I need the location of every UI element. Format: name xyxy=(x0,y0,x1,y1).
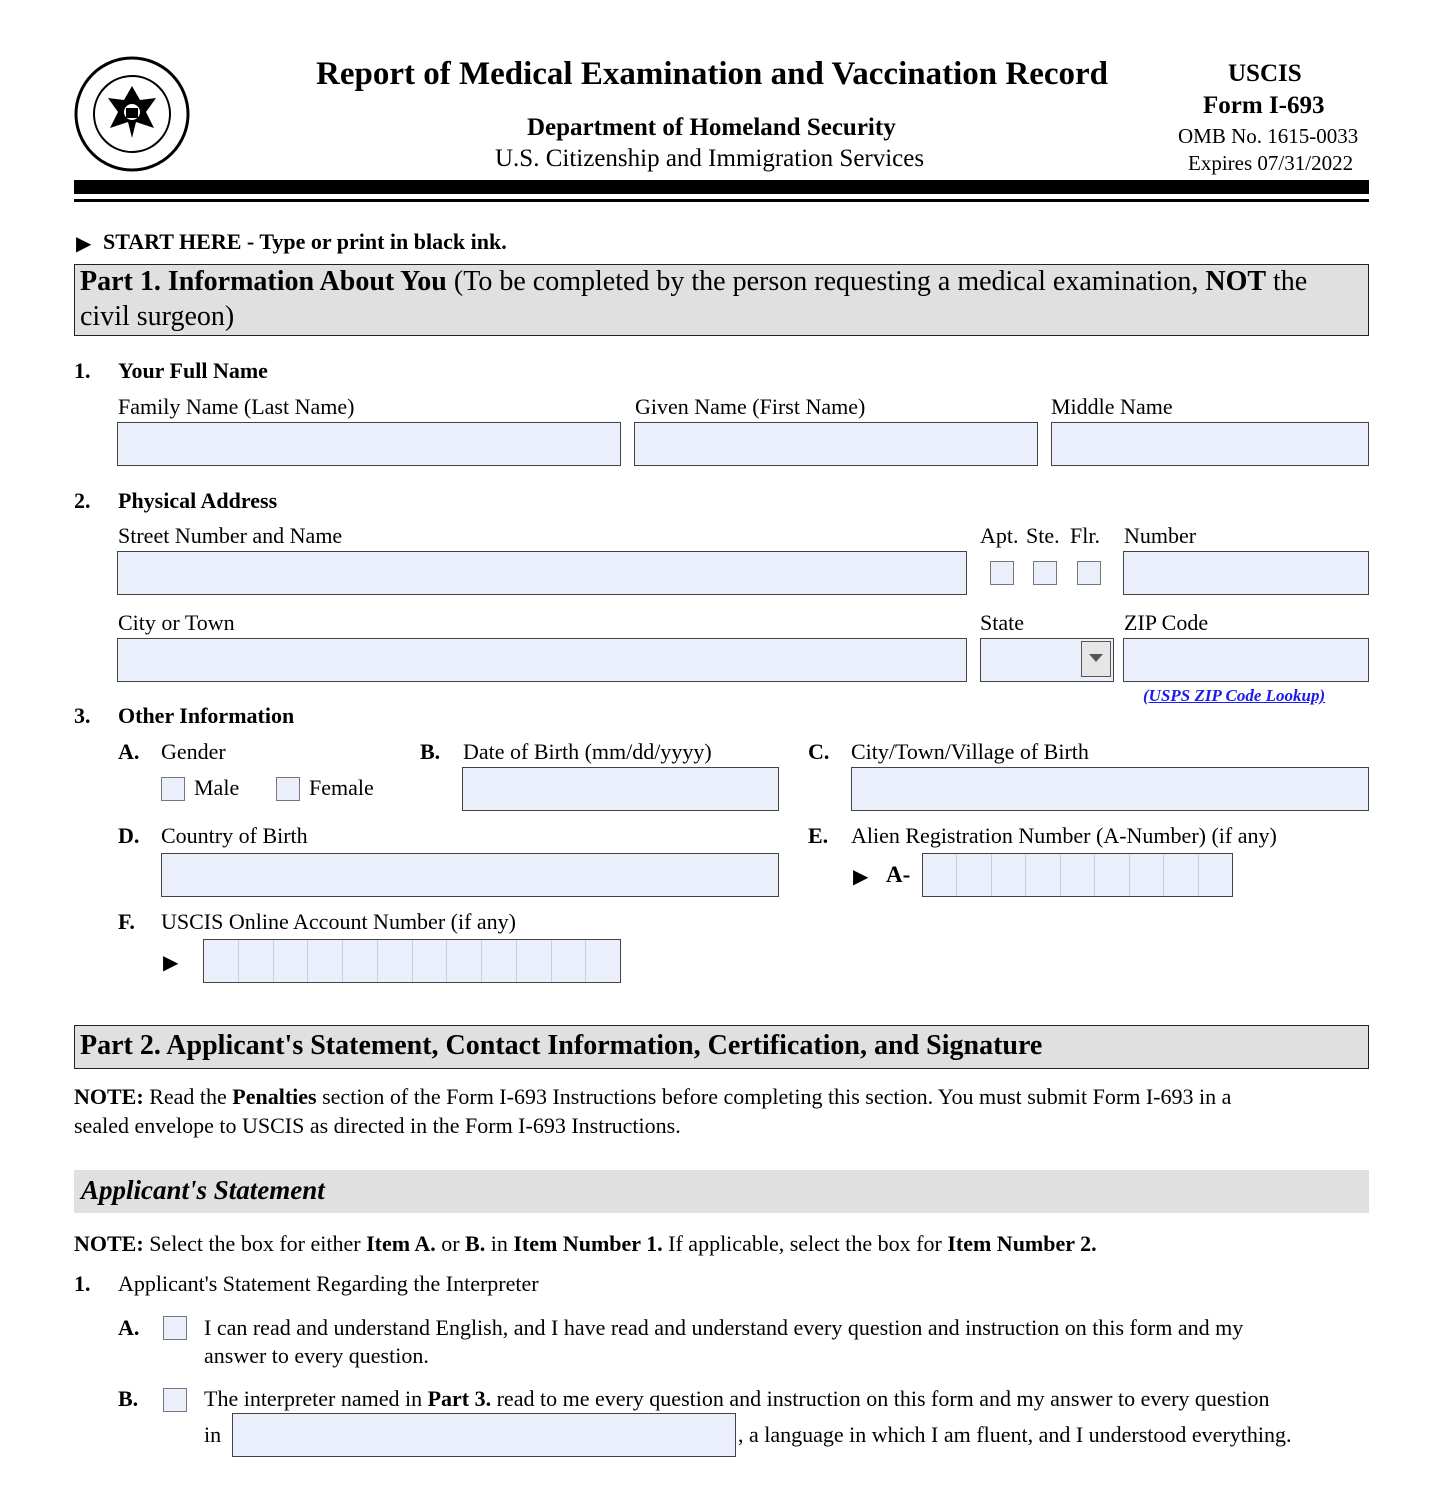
city-field[interactable] xyxy=(117,638,967,682)
uscis-account-field[interactable] xyxy=(203,939,621,983)
number-label: Number xyxy=(1124,523,1197,548)
female-label: Female xyxy=(309,775,374,800)
dropdown-button[interactable] xyxy=(1081,641,1111,677)
number-field[interactable] xyxy=(1123,551,1369,595)
country-birth-letter: D. xyxy=(118,823,140,848)
city-birth-label: City/Town/Village of Birth xyxy=(851,739,1089,764)
header-thick-rule xyxy=(74,180,1369,194)
department-name: Department of Homeland Security xyxy=(527,114,896,141)
q2-number: 2. xyxy=(74,488,91,513)
state-select[interactable] xyxy=(980,638,1114,682)
option-a-text-line2: answer to every question. xyxy=(204,1343,429,1368)
option-b-in-label: in xyxy=(204,1422,222,1447)
header-thin-rule xyxy=(74,199,1369,202)
statement-note: NOTE: Select the box for either Item A. or B. in Item Number 1. If applicable, select the box for Item Number 2. xyxy=(74,1231,1097,1256)
form-id: Form I-693 xyxy=(1203,92,1325,119)
anumber-letter: E. xyxy=(808,823,829,848)
expiration-date: Expires 07/31/2022 xyxy=(1188,151,1354,175)
gender-letter: A. xyxy=(118,739,140,764)
statement-q1-label: Applicant's Statement Regarding the Interpreter xyxy=(118,1271,539,1296)
middle-name-field[interactable] xyxy=(1051,422,1369,466)
female-checkbox[interactable] xyxy=(276,777,300,801)
anumber-field[interactable] xyxy=(922,853,1233,897)
start-here-text: START HERE - Type or print in black ink. xyxy=(103,229,507,254)
statement-q1-number: 1. xyxy=(74,1271,91,1296)
option-b-checkbox[interactable] xyxy=(163,1388,187,1412)
country-birth-field[interactable] xyxy=(161,853,779,897)
flr-checkbox[interactable] xyxy=(1077,561,1101,585)
given-name-field[interactable] xyxy=(634,422,1038,466)
gender-label: Gender xyxy=(161,739,226,764)
dob-field[interactable] xyxy=(462,767,779,811)
part2-title: Part 2. Applicant's Statement, Contact Information, Certification, and Signature xyxy=(80,1030,1043,1061)
family-name-label: Family Name (Last Name) xyxy=(118,394,355,419)
given-name-label: Given Name (First Name) xyxy=(635,394,866,419)
anumber-prefix: A- xyxy=(886,862,911,887)
option-b-text-line1: The interpreter named in Part 3. read to me every question and instruction on this form and my answer to every question xyxy=(204,1386,1270,1411)
family-name-field[interactable] xyxy=(117,422,621,466)
option-a-letter: A. xyxy=(118,1315,140,1340)
dob-letter: B. xyxy=(420,739,441,764)
option-a-checkbox[interactable] xyxy=(163,1316,187,1340)
uscis-account-arrow-icon: ▶ xyxy=(163,952,179,974)
city-birth-letter: C. xyxy=(808,739,830,764)
part1-header xyxy=(74,264,1369,336)
part1-subtitle-a: (To be completed by the person requesting a medical examination, xyxy=(446,266,1206,297)
zip-field[interactable] xyxy=(1123,638,1369,682)
city-birth-field[interactable] xyxy=(851,767,1369,811)
q1-number: 1. xyxy=(74,358,91,383)
q2-label: Physical Address xyxy=(118,488,278,513)
apt-label: Apt. xyxy=(980,523,1019,548)
ste-checkbox[interactable] xyxy=(1033,561,1057,585)
uscis-account-label: USCIS Online Account Number (if any) xyxy=(161,909,516,934)
state-label: State xyxy=(980,610,1024,635)
agency-name: U.S. Citizenship and Immigration Services xyxy=(495,145,925,172)
part1-subtitle-b: the xyxy=(1266,266,1308,297)
part2-note-line2: sealed envelope to USCIS as directed in the Form I-693 Instructions. xyxy=(74,1113,681,1138)
flr-label: Flr. xyxy=(1070,523,1100,548)
ste-label: Ste. xyxy=(1026,523,1060,548)
male-checkbox[interactable] xyxy=(161,777,185,801)
part1-subtitle-c: civil surgeon) xyxy=(80,301,235,332)
option-b-text-tail: , a language in which I am fluent, and I understood everything. xyxy=(738,1422,1292,1447)
chevron-down-icon xyxy=(1089,654,1103,662)
anumber-label: Alien Registration Number (A-Number) (if any) xyxy=(851,823,1277,848)
language-field[interactable] xyxy=(232,1413,736,1457)
anumber-arrow-icon: ▶ xyxy=(853,866,869,888)
uscis-label: USCIS xyxy=(1228,60,1302,87)
part2-header xyxy=(74,1025,1369,1069)
dhs-seal xyxy=(74,56,190,172)
dob-label: Date of Birth (mm/dd/yyyy) xyxy=(463,739,712,764)
q3-number: 3. xyxy=(74,703,91,728)
form-title: Report of Medical Examination and Vaccination Record xyxy=(316,56,1108,92)
part1-title: Part 1. Information About You xyxy=(80,266,447,297)
city-label: City or Town xyxy=(118,610,235,635)
apt-checkbox[interactable] xyxy=(990,561,1014,585)
part2-note: NOTE: Read the Penalties section of the Form I-693 Instructions before completing this section. You must submit Form I-693 in a xyxy=(74,1084,1232,1109)
q1-label: Your Full Name xyxy=(118,358,268,383)
part1-not: NOT xyxy=(1205,266,1267,297)
option-b-letter: B. xyxy=(118,1386,139,1411)
option-a-text-line1: I can read and understand English, and I have read and understand every question and instruction on this form and my xyxy=(204,1315,1244,1340)
usps-zip-link[interactable]: (USPS ZIP Code Lookup) xyxy=(1143,686,1326,705)
country-birth-label: Country of Birth xyxy=(161,823,308,848)
uscis-account-letter: F. xyxy=(118,909,135,934)
applicants-statement-header: Applicant's Statement xyxy=(74,1170,1369,1213)
street-label: Street Number and Name xyxy=(118,523,343,548)
middle-name-label: Middle Name xyxy=(1051,394,1173,419)
q3-label: Other Information xyxy=(118,703,295,728)
zip-label: ZIP Code xyxy=(1124,610,1209,635)
omb-number: OMB No. 1615-0033 xyxy=(1178,124,1359,148)
start-here-arrow: ▶ xyxy=(76,233,92,255)
male-label: Male xyxy=(194,775,240,800)
street-field[interactable] xyxy=(117,551,967,595)
